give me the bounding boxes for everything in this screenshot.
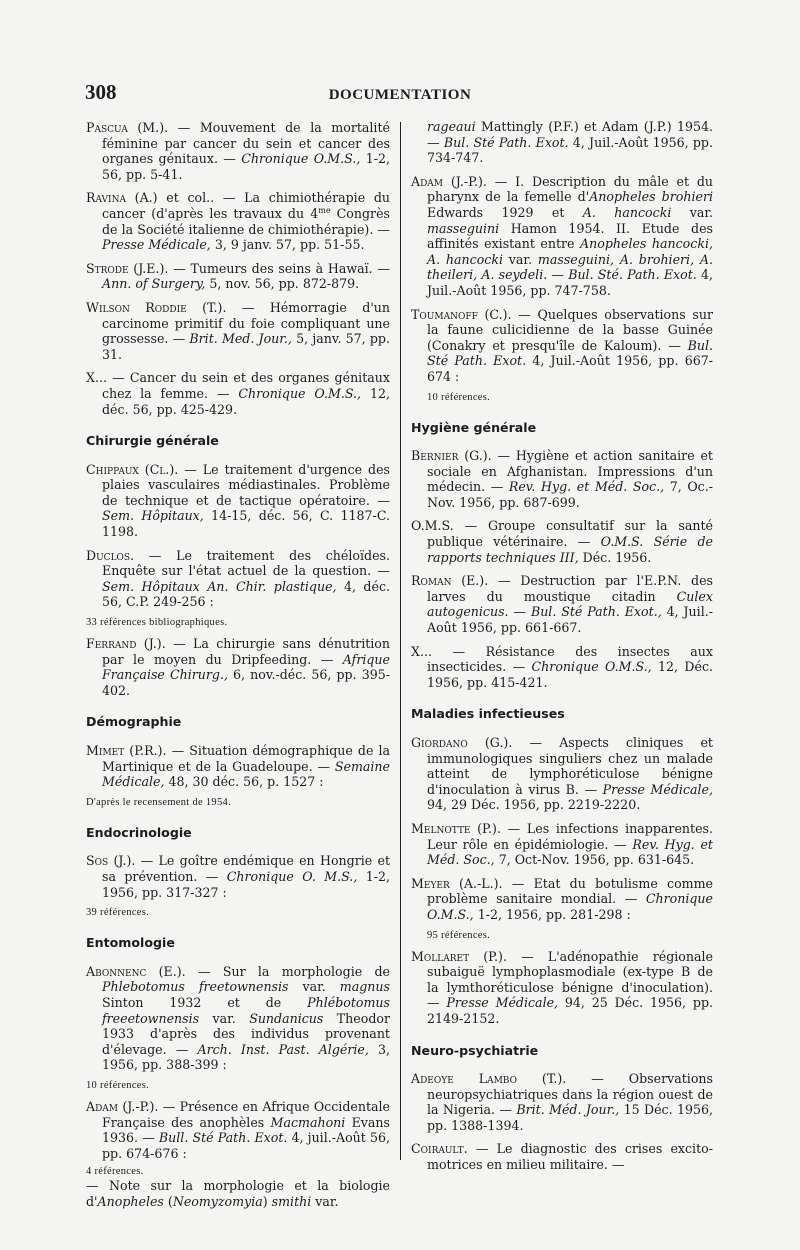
bibliography-entry: X... — Résistance des insectes aux insecticides. — Chronique O.M.S., 12, Déc. 1956, pp. 415-421.	[411, 643, 714, 690]
reference-note: 4 références.	[86, 1166, 144, 1178]
bibliography-entry: Sos (J.). — Le goître endémique en Hongrie et sa prévention. — Chronique O. M.S., 1-2, 1956, pp. 317-327 :	[86, 853, 391, 900]
reference-note: 10 références.	[427, 391, 491, 403]
bibliography-entry: Roman (E.). — Destruction par l'E.P.N. des larves du moustique citadin Culex autogenicus. — Bul. Sté Path. Exot., 4, Juil.-Août 1956, pp. 661-667.	[411, 573, 714, 636]
bibliography-entry: rageaui Mattingly (P.F.) et Adam (J.P.) 1954. — Bul. Sté Path. Exot. 4, Juil.-Août 1956, pp. 734-747.	[427, 119, 713, 166]
section-heading: Neuro-psychiatrie	[411, 1042, 539, 1058]
reference-note: 39 références.	[86, 907, 150, 919]
bibliography-entry: Mollaret (P.). — L'adénopathie régionale subaiguë lymphoplasmodiale (ex-type B de la lymthoréticulose bénigne d'inoculation). — Presse Médicale, 94, 25 Déc. 1956, pp. 2149-2152.	[411, 948, 714, 1026]
section-heading: Chirurgie générale	[86, 433, 219, 449]
bibliography-entry: Ravina (A.) et col.. — La chimiothérapie du cancer (d'après les travaux du $4^{me}$ Congrès de la Société italienne de chimiothérapie). — Presse Médicale, 3, 9 janv. 57, pp. 51-55.	[86, 190, 391, 253]
left-column	[86, 120, 390, 1209]
bibliography-entry: Meyer (A.-L.). — Etat du botulisme comme problème sanitaire mondial. — Chronique O.M.S., 1-2, 1956, pp. 281-298 :	[411, 875, 713, 922]
bibliography-entry: Toumanoff (C.). — Quelques observations sur la faune culicidienne de la basse Guinée (Conakry et presqu'île de Kaloum). — Bul. Sté Path. Exot. 4, Juil.-Août 1956, pp. 667-674 :	[411, 306, 713, 384]
bibliography-entry: X... — Cancer du sein et des organes génitaux chez la femme. — Chronique O.M.S., 12, déc. 56, pp. 425-429.	[86, 370, 390, 417]
bibliography-entry: Duclos. — Le traitement des chéloïdes. Enquête sur l'état actuel de la question. — Sem. Hôpitaux An. Chir. plastique, 4, déc. 56, C.P. 249-256 :	[86, 547, 390, 610]
right-column	[411, 119, 713, 1173]
section-heading: Entomologie	[86, 935, 175, 951]
section-heading: Démographie	[86, 714, 182, 730]
running-title: DOCUMENTATION	[328, 87, 472, 103]
section-heading: Endocrinologie	[86, 824, 192, 840]
page-number: 308	[85, 80, 117, 104]
bibliography-entry: Adeoye Lambo (T.). — Observations neuropsychiatriques dans la région ouest de la Nigeria. — Brit. Méd. Jour., 15 Déc. 1956, pp. 1388-1394.	[411, 1071, 714, 1133]
bibliography-entry: Abonnenc (E.). — Sur la morphologie de Phlebotomus freetownensis var. magnus Sinton 1932 et de Phlébotomus freeetownensis var. Sundanicus Theodor 1933 d'après des individus provenant d'élevage. — Arch. Inst. Past. Algérie, 3, 1956, pp. 388-399 :	[86, 963, 390, 1073]
bibliography-entry: Adam (J.-P.). — Présence en Afrique Occidentale Française des anophèles Macmahoni Evans 1936. — Bull. Sté Path. Exot. 4, juil.-Août 56, pp. 674-676 :	[86, 1098, 390, 1161]
bibliography-entry: Chippaux (Cl.). — Le traitement d'urgence des plaies vasculaires médiastinales. Problème de technique et de tactique opératoire. — Sem. Hôpitaux, 14-15, déc. 56, C. 1187-C. 1198.	[86, 461, 391, 540]
bibliography-entry: Pascua (M.). — Mouvement de la mortalité féminine par cancer du sein et cancer des organes génitaux. — Chronique O.M.S., 1-2, 56, pp. 5-41.	[86, 120, 390, 182]
bibliography-entry: Ferrand (J.). — La chirurgie sans dénutrition par le moyen du Dripfeeding. — Afrique Française Chirurg., 6, nov.-déc. 56, pp. 395-402.	[86, 636, 391, 698]
reference-note: D'après le recensement de 1954.	[86, 796, 232, 808]
column-divider	[400, 122, 401, 1160]
bibliography-entry: Mimet (P.R.). — Situation démographique de la Martinique et de la Guadeloupe. — Semaine Médicale, 48, 30 déc. 56, p. 1527 :	[86, 743, 390, 790]
section-heading: Maladies infectieuses	[411, 706, 565, 722]
bibliography-entry: Adam (J.-P.). — I. Description du mâle et du pharynx de la femelle d'Anopheles brohieri Edwards 1929 et A. hancocki var. masseguini Hamon 1954. II. Etude des affinités existant entre Anopheles hancocki, A. hancocki var. masseguini, A. brohieri, A. theileri, A. seydeli. — Bul. Sté. Path. Exot. 4, Juil.-Août 1956, pp. 747-758.	[411, 173, 713, 298]
reference-note: 95 références.	[427, 929, 491, 941]
bibliography-entry: — Note sur la morphologie et la biologie d'Anopheles (Neomyzomyia) smithi var.	[86, 1178, 390, 1209]
reference-note: 33 références bibliographiques.	[86, 617, 228, 629]
reference-note: 10 références.	[86, 1079, 150, 1091]
bibliography-entry: Coirault. — Le diagnostic des crises excito-motrices en milieu militaire. —	[411, 1141, 713, 1173]
bibliography-entry: O.M.S. — Groupe consultatif sur la santé publique vétérinaire. — O.M.S. Série de rapports techniques III, Déc. 1956.	[411, 518, 713, 565]
bibliography-entry: Giordano (G.). — Aspects cliniques et immunologiques singuliers chez un malade atteint de lymphoréticulose bénigne d'inoculation à virus B. — Presse Médicale, 94, 29 Déc. 1956, pp. 2219-2220.	[411, 735, 714, 813]
bibliography-entry: Wilson Roddie (T.). — Hémorragie d'un carcinome primitif du foie compliquant une grossesse. — Brit. Med. Jour., 5, janv. 57, pp. 31.	[86, 299, 391, 362]
bibliography-entry: Strode (J.E.). — Tumeurs des seins à Hawaï. — Ann. of Surgery, 5, nov. 56, pp. 872-879.	[86, 260, 390, 292]
bibliography-entry: Melnotte (P.). — Les infections inapparentes. Leur rôle en épidémiologie. — Rev. Hyg. et Méd. Soc., 7, Oct-Nov. 1956, pp. 631-645.	[411, 820, 713, 868]
section-heading: Hygiène générale	[411, 419, 537, 435]
bibliography-entry: Bernier (G.). — Hygiène et action sanitaire et sociale en Afghanistan. Impressions d'un médecin. — Rev. Hyg. et Méd. Soc., 7, Oc.-Nov. 1956, pp. 687-699.	[411, 448, 713, 510]
